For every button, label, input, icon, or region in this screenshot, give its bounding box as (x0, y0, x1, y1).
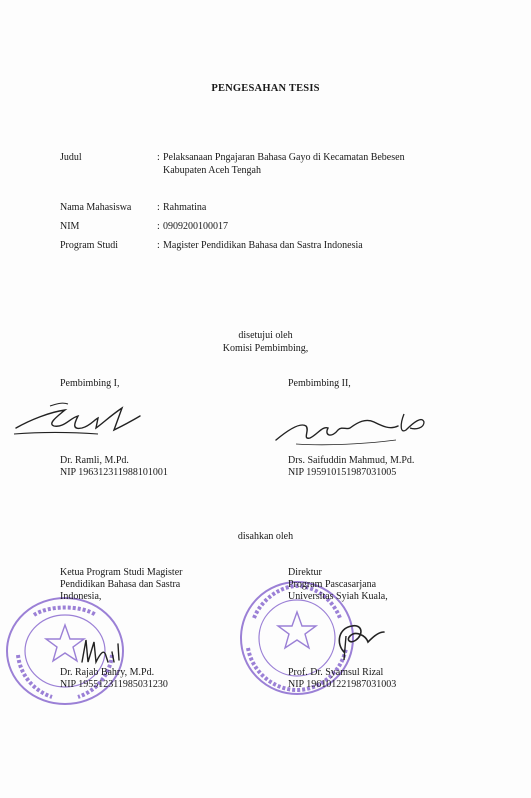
direktur-role-1: Direktur (288, 567, 322, 578)
direktur-signature (326, 614, 386, 666)
direktur-role-3: Universitas Syiah Kuala, (288, 591, 388, 602)
ketua-role-2: Pendidikan Bahasa dan Sastra (60, 579, 181, 590)
nim-label: NIM (60, 221, 80, 232)
direktur-nip: NIP 196101221987031003 (288, 679, 397, 690)
prodi-label: Program Studi (60, 240, 119, 251)
ratified-line: disahkan oleh (237, 531, 294, 542)
pembimbing1-nip: NIP 196312311988101001 (60, 467, 168, 478)
judul-label: Judul (60, 152, 82, 163)
pembimbing2-signature (266, 400, 436, 452)
pembimbing2-nip: NIP 195910151987031005 (288, 467, 397, 478)
judul-value: Pelaksanaan Pngajaran Bahasa Gayo di Kecamatan Bebesen Kabupaten Aceh Tengah (163, 152, 405, 176)
pembimbing1-name: Dr. Ramli, M.Pd. (60, 455, 129, 466)
direktur-role-2: Program Pascasarjana (288, 579, 377, 590)
pembimbing2-role: Pembimbing II, (288, 378, 351, 389)
nama-value: Rahmatina (163, 202, 207, 213)
prodi-separator: : (157, 240, 160, 251)
ketua-nip: NIP 195512311985031230 (60, 679, 168, 690)
ketua-name: Dr. Rajab Bahry, M.Pd. (60, 667, 155, 678)
ketua-role-3: Indonesia, (60, 591, 102, 602)
nim-separator: : (157, 221, 160, 232)
approval-line-1: disetujui oleh (238, 330, 293, 341)
ketua-role-1: Ketua Program Studi Magister (60, 567, 183, 578)
direktur-name: Prof. Dr. Syamsul Rizal (288, 667, 384, 678)
pembimbing1-role: Pembimbing I, (60, 378, 120, 389)
nim-value: 0909200100017 (163, 221, 228, 232)
nama-separator: : (157, 202, 160, 213)
page-title: PENGESAHAN TESIS (211, 83, 320, 94)
prodi-value: Magister Pendidikan Bahasa dan Sastra Indonesia (163, 240, 363, 251)
approval-line-2: Komisi Pembimbing, (222, 343, 309, 354)
pembimbing1-signature (10, 398, 150, 450)
pembimbing2-name: Drs. Saifuddin Mahmud, M.Pd. (288, 455, 415, 466)
judul-separator: : (157, 152, 160, 163)
ketua-signature (76, 632, 126, 672)
nama-label: Nama Mahasiswa (60, 202, 132, 213)
